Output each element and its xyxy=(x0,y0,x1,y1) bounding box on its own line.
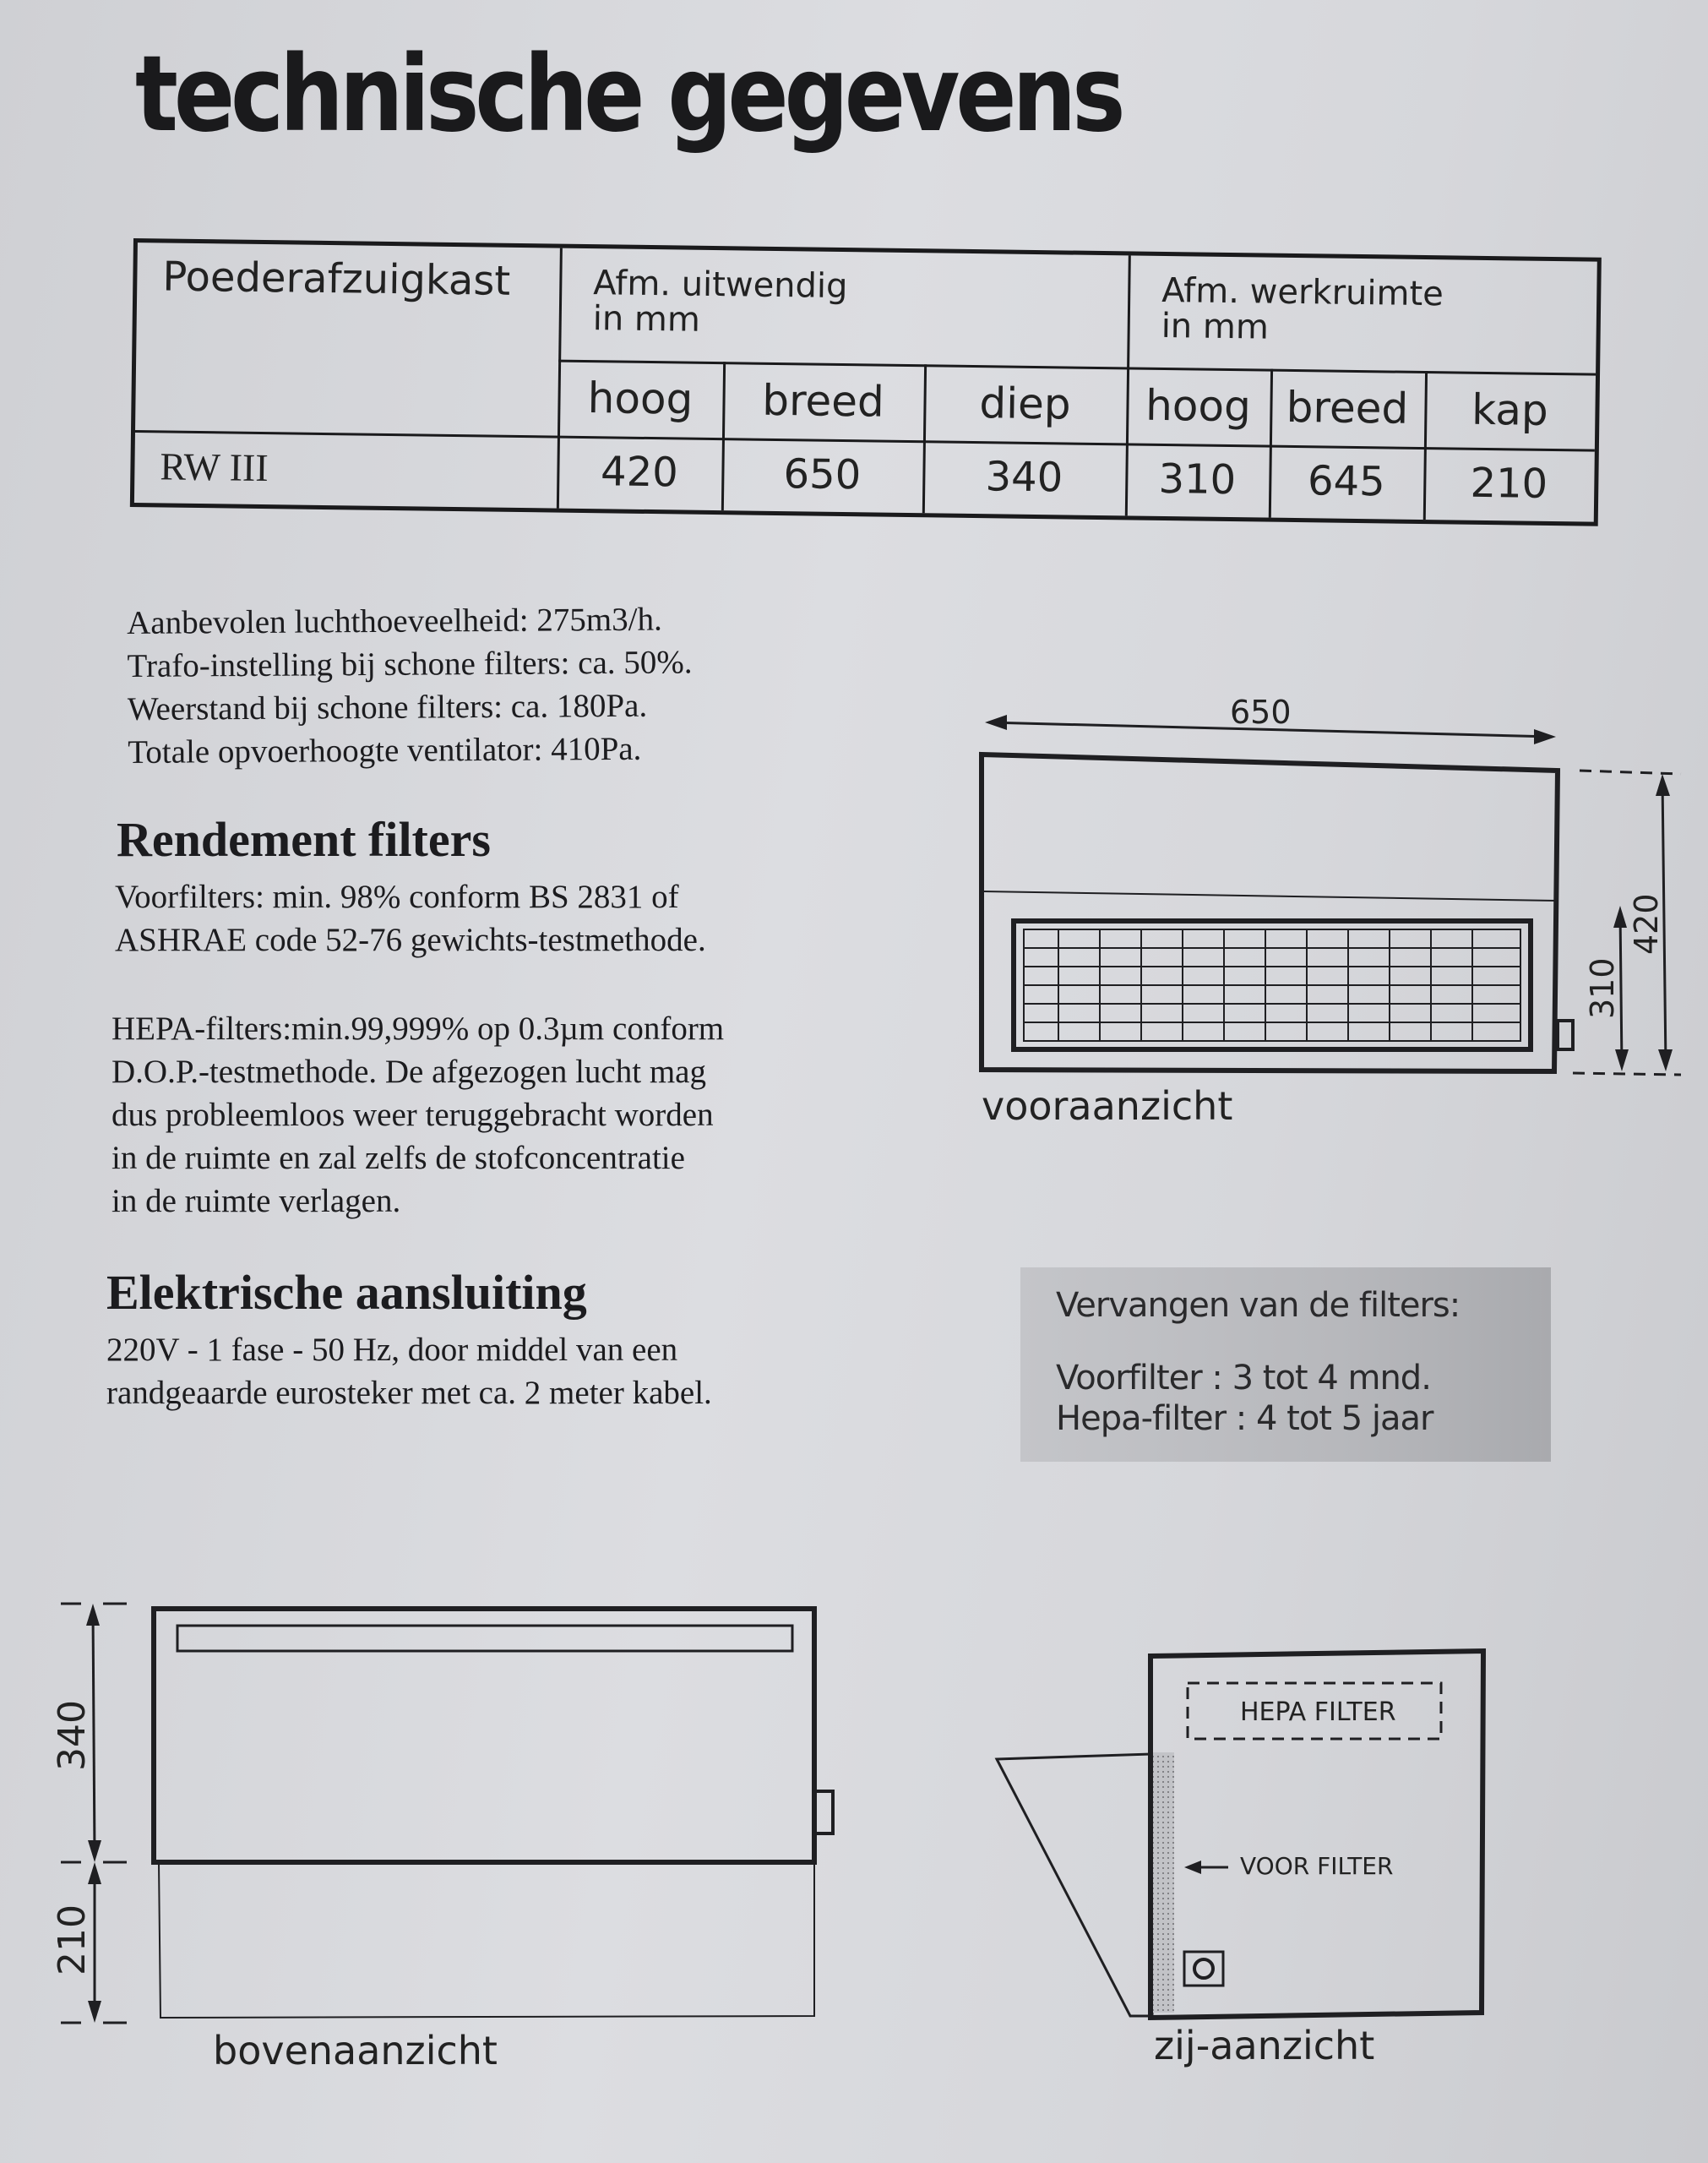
hepa-filter-label: HEPA FILTER xyxy=(1240,1697,1396,1727)
page-title: technische gegevens xyxy=(135,34,1122,155)
front-height-label: 420 xyxy=(1628,893,1665,955)
spec-line: Weerstand bij schone filters: ca. 180Pa. xyxy=(127,687,648,727)
top-kap-label: 210 xyxy=(51,1904,94,1975)
table-col-header: hoog xyxy=(1145,380,1252,432)
front-view-caption: vooraanzicht xyxy=(982,1083,1233,1129)
table-cell: 340 xyxy=(985,453,1063,502)
table-row-name: RW III xyxy=(160,444,269,490)
table-cell: 645 xyxy=(1307,457,1386,506)
front-inner-height-label: 310 xyxy=(1584,957,1621,1019)
rendement-heading: Rendement filters xyxy=(117,812,491,867)
filter-replacement-box xyxy=(1020,1267,1551,1462)
table-col-header: breed xyxy=(761,375,885,427)
spec-line: Totale opvoerhoogte ventilator: 410Pa. xyxy=(128,730,642,771)
voorfilters-paragraph: Voorfilters: min. 98% conform BS 2831 of ASHRAE code 52-76 gewichts-testmethode. xyxy=(115,879,706,958)
spec-line: Trafo-instelling bij schone filters: ca. 50%. xyxy=(127,644,693,684)
table-col-header: kap xyxy=(1471,384,1549,435)
hepa-paragraph: HEPA-filters:min.99,999% op 0.3µm conform D.O.P.-testmethode. De afgezogen lucht mag dus probleemloos weer teruggebracht worden in de ruimte en zal zelfs de stofconcentratie in de ruimte verlagen. xyxy=(112,1011,725,1219)
spec-table xyxy=(130,238,1602,526)
top-depth-label: 340 xyxy=(51,1700,94,1771)
elektrisch-paragraph: 220V - 1 fase - 50 Hz, door middel van een randgeaarde eurosteker met ca. 2 meter kabel. xyxy=(106,1332,712,1411)
table-group-outer: Afm. uitwendig in mm xyxy=(592,264,848,340)
voor-filter-label: VOOR FILTER xyxy=(1240,1852,1394,1880)
top-view-caption: bovenaanzicht xyxy=(213,2028,498,2073)
filter-box-hepa: Hepa-filter : 4 tot 5 jaar xyxy=(1056,1399,1433,1438)
table-col-header: breed xyxy=(1286,382,1409,433)
table-col-header: hoog xyxy=(587,373,694,424)
table-header-product: Poederafzuigkast xyxy=(162,253,511,305)
elektrisch-heading: Elektrische aansluiting xyxy=(106,1265,587,1320)
table-cell: 210 xyxy=(1470,459,1548,508)
side-view-caption: zij-aanzicht xyxy=(1154,2023,1375,2068)
filter-box-title: Vervangen van de filters: xyxy=(1056,1286,1461,1325)
specs-list xyxy=(127,597,693,774)
table-col-header: diep xyxy=(979,379,1071,429)
front-width-label: 650 xyxy=(1230,694,1292,731)
table-cell: 310 xyxy=(1158,455,1237,504)
table-group-inner: Afm. werkruimte in mm xyxy=(1161,270,1444,347)
filter-box-voorfilter: Voorfilter : 3 tot 4 mnd. xyxy=(1056,1359,1431,1398)
table-cell: 420 xyxy=(600,448,679,497)
table-cell: 650 xyxy=(783,450,862,499)
spec-line: Aanbevolen luchthoeveelheid: 275m3/h. xyxy=(127,601,662,641)
